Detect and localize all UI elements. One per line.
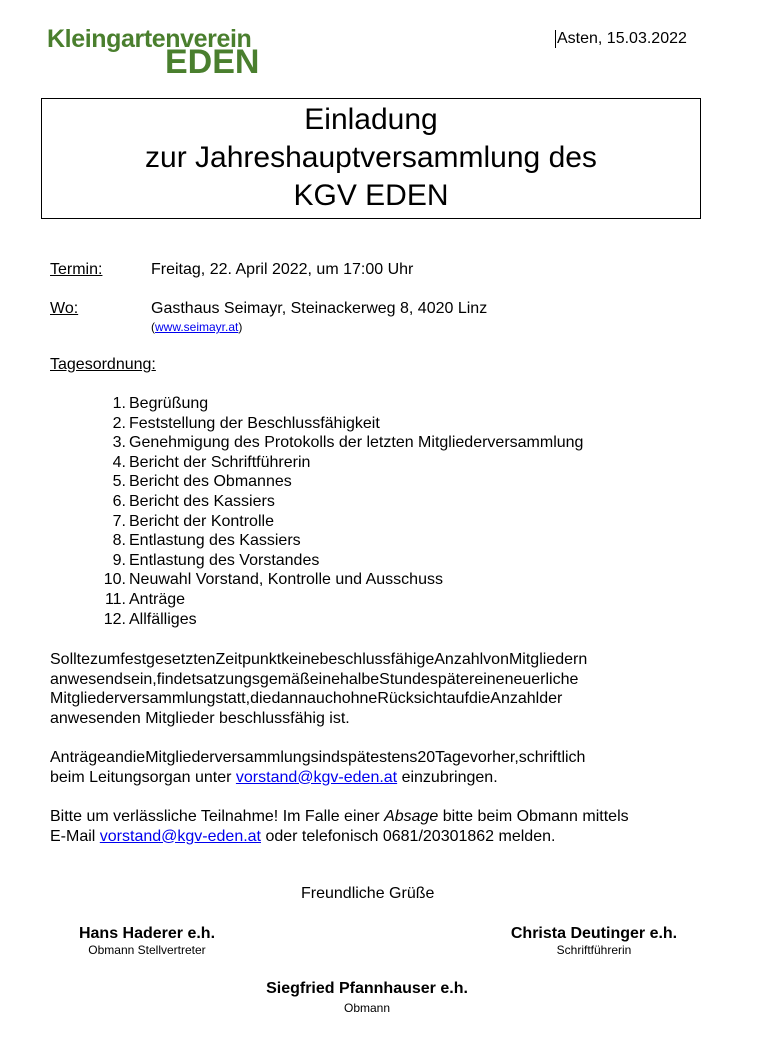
list-item-number: 9. xyxy=(112,551,126,569)
place-date: Asten, 15.03.2022 xyxy=(557,30,687,47)
word: die xyxy=(250,690,272,708)
list-item-number: 7. xyxy=(112,512,126,530)
signature-name: Siegfried Pfannhauser e.h. xyxy=(266,980,468,997)
wo-link-open: ( xyxy=(151,320,155,334)
signature-role: Schriftführerin xyxy=(556,943,632,957)
list-item-text: Neuwahl Vorstand, Kontrolle und Ausschuss xyxy=(129,571,443,589)
word: die xyxy=(123,749,146,766)
list-item-number: 1. xyxy=(112,395,126,412)
termin-label: Termin: xyxy=(50,261,103,278)
title-box xyxy=(41,98,701,219)
word: auf xyxy=(446,690,469,708)
email-link[interactable]: vorstand@kgv-eden.at xyxy=(99,827,261,845)
list-item-text: Entlastung des Kassiers xyxy=(129,532,301,550)
list-item-text: Anträge xyxy=(129,590,186,608)
wo-label: Wo: xyxy=(50,300,79,317)
word: Stunde xyxy=(379,670,430,688)
word: festgesetzten xyxy=(120,651,216,668)
list-item-number: 3. xyxy=(112,434,126,452)
logo-kleingartenverein: Kleingartenverein xyxy=(47,25,252,53)
signature-block-center xyxy=(256,980,478,1015)
list-item-text: Bericht der Kontrolle xyxy=(129,512,274,530)
paragraph-line xyxy=(50,650,694,670)
title-line-2: zur Jahreshauptversammlung des xyxy=(145,141,597,174)
word: vorher, xyxy=(469,749,519,766)
word: auch xyxy=(307,690,342,708)
word: Rücksicht xyxy=(377,690,447,708)
word: Anzahl xyxy=(434,651,484,668)
logo-eden: EDEN xyxy=(165,43,260,81)
word: von xyxy=(483,651,509,668)
word: Mitgliederversammlung xyxy=(50,690,216,708)
word: 20 xyxy=(417,749,436,766)
word: Zeitpunkt xyxy=(215,651,282,668)
word: Mitgliederversammlung xyxy=(145,749,311,766)
list-item-text: Bericht der Schriftführerin xyxy=(129,453,311,471)
word: halbe xyxy=(339,670,380,688)
paragraph-line xyxy=(50,827,694,847)
paragraph-line xyxy=(50,768,694,788)
paragraph-text: Bitte um verlässliche Teilnahme! Im Falle einer xyxy=(50,808,385,825)
word: Tage xyxy=(435,749,470,766)
word: beschlussfähige xyxy=(319,651,435,668)
word: satzungsgemäß xyxy=(195,670,310,688)
word: an xyxy=(106,749,124,766)
wo-link-close: ) xyxy=(238,320,243,334)
absage-emphasis: Absage xyxy=(384,808,439,825)
word: sind xyxy=(310,749,340,766)
word: Sollte xyxy=(50,651,91,668)
word: schriftlich xyxy=(518,749,586,766)
word: dann xyxy=(271,690,308,708)
paragraph-line xyxy=(50,807,694,827)
list-item-number: 6. xyxy=(112,492,126,510)
paragraph-line xyxy=(50,670,694,690)
closing-greeting: Freundliche Grüße xyxy=(301,885,435,902)
signature-block-left xyxy=(74,925,220,957)
word: Anträge xyxy=(50,749,107,766)
list-item-text: Bericht des Obmannes xyxy=(129,473,292,491)
signature-name: Hans Haderer e.h. xyxy=(78,925,216,942)
paragraph-text: oder telefonisch 0681/20301862 melden. xyxy=(261,827,556,845)
word: spätestens xyxy=(339,749,418,766)
wo-value: Gasthaus Seimayr, Steinackerweg 8, 4020 Linz xyxy=(151,300,488,317)
list-item-text: Begrüßung xyxy=(129,395,209,412)
website-link[interactable]: www.seimayr.at xyxy=(155,320,239,334)
word: Mitgliedern xyxy=(508,651,588,668)
word: findet xyxy=(156,670,196,688)
list-item-text: Entlastung des Vorstandes xyxy=(129,551,320,569)
list-item-text: Genehmigung des Protokolls der letzten Mitgliederversammlung xyxy=(129,434,584,452)
list-item-number: 12. xyxy=(103,610,126,628)
attendance-paragraph xyxy=(50,807,694,846)
word: ohne xyxy=(341,690,378,708)
list-item-text: Bericht des Kassiers xyxy=(129,492,275,510)
agenda-heading: Tagesordnung: xyxy=(50,356,156,373)
termin-value: Freitag, 22. April 2022, um 17:00 Uhr xyxy=(151,261,414,278)
signature-role: Obmann xyxy=(343,1001,391,1015)
email-link[interactable]: vorstand@kgv-eden.at xyxy=(235,768,398,786)
paragraph-line xyxy=(50,689,694,709)
list-item-number: 8. xyxy=(112,532,126,550)
signature-role: Obmann Stellvertreter xyxy=(88,943,206,957)
word: der xyxy=(539,690,563,708)
word: später xyxy=(429,670,475,688)
signature-name: Christa Deutinger e.h. xyxy=(510,925,678,942)
word: keine xyxy=(281,651,320,668)
title-line-3: KGV EDEN xyxy=(293,179,449,212)
paragraph-line: anwesenden Mitglieder beschlussfähig ist. xyxy=(50,709,350,727)
list-item-text: Allfälliges xyxy=(129,610,197,628)
word: die xyxy=(468,690,491,708)
motions-paragraph xyxy=(50,748,694,787)
paragraph-text: bitte beim Obmann mittels xyxy=(438,808,629,825)
paragraph-text: E-Mail xyxy=(50,827,100,845)
word: statt, xyxy=(215,690,251,708)
word: zum xyxy=(90,651,121,668)
list-item-number: 4. xyxy=(112,453,126,471)
list-item-number: 5. xyxy=(112,473,126,491)
list-item-text: Feststellung der Beschlussfähigkeit xyxy=(129,414,380,432)
word: eine xyxy=(309,670,340,688)
paragraph-text: beim Leitungsorgan unter xyxy=(50,768,236,786)
list-item-number: 11. xyxy=(104,590,126,608)
word: Anzahl xyxy=(490,690,540,708)
wo-link-line xyxy=(151,320,242,334)
paragraph-text: einzubringen. xyxy=(397,768,498,786)
list-item-number: 10. xyxy=(103,571,126,589)
word: eine xyxy=(474,670,505,688)
quorum-paragraph xyxy=(50,650,694,728)
title-line-1: Einladung xyxy=(304,103,438,136)
signature-block-right xyxy=(503,925,685,957)
word: anwesend xyxy=(50,670,123,688)
word: sein, xyxy=(122,670,157,688)
list-item-number: 2. xyxy=(112,414,126,432)
paragraph-line xyxy=(50,748,694,768)
word: neuerliche xyxy=(504,670,579,688)
